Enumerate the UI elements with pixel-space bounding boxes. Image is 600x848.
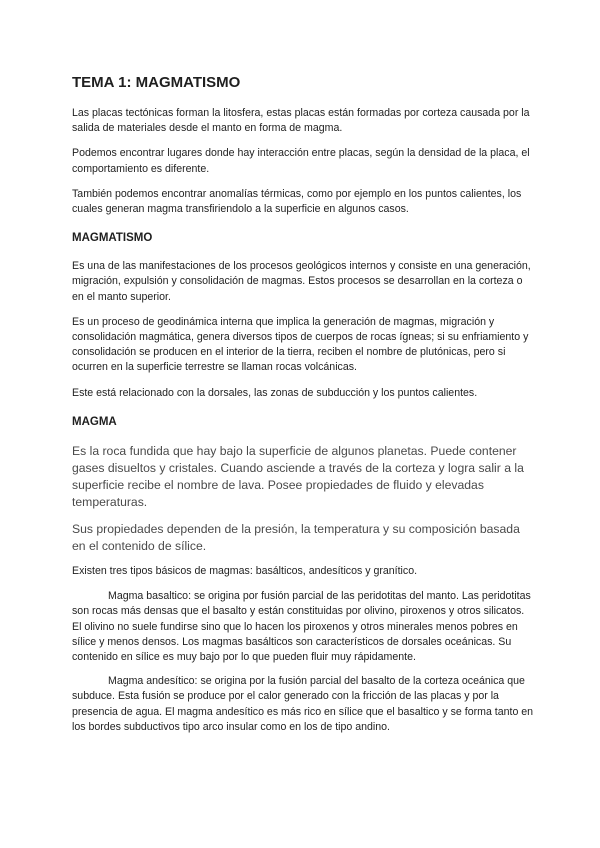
magma-type-andesitico: Magma andesítico: se origina por la fusión parcial del basalto de la corteza oceánica que subduce. Esta fusión se produce por el calor generado con la fricción de las placas y por la presencia de agua. El magma andesítico es más rico en sílice que el basaltico y se forma tanto en los bordes subductivos tipo arco insular como en los de tipo andino.: [72, 675, 534, 733]
magma-paragraph: Es la roca fundida que hay bajo la superficie de algunos planetas. Puede contener gases disueltos y cristales. Cuando asciende a través de la corteza y logra salir a la superficie recibe el nombre de lava. Posee propiedades de fluido y elevadas temperaturas.: [72, 443, 524, 510]
intro-paragraph: También podemos encontrar anomalías térmicas, como por ejemplo en los puntos calientes, los cuales generan magma transfiriendolo a la superficie en algunos casos.: [72, 187, 522, 216]
magma-types-intro: Existen tres tipos básicos de magmas: basálticos, andesíticos y granítico.: [72, 565, 418, 578]
magma-paragraph: Sus propiedades dependen de la presión, la temperatura y su composición basada en el contenido de sílice.: [72, 521, 520, 553]
page-title: TEMA 1: MAGMATISMO: [72, 74, 241, 91]
magmatismo-paragraph: Es una de las manifestaciones de los procesos geológicos internos y consiste en una generación, migración, expulsión y consolidación de magmas. Estos procesos se desarrollan en la corteza o en el manto superior.: [72, 260, 531, 303]
magma-type-basaltico: Magma basaltico: se origina por fusión parcial de las peridotitas del manto. Las peridotitas son rocas más densas que el basalto y están constituidas por olivino, piroxenos y otros silicatos. El olivino no suele fundirse sino que lo hacen los piroxenos y otros minerales menos pobres en sílice y menos densos. Los magmas basálticos son característicos de dorsales oceánicas. Su contenido en sílice es muy bajo por lo que pueden fluir muy rápidamente.: [72, 590, 531, 664]
intro-paragraph: Podemos encontrar lugares donde hay interacción entre placas, según la densidad de la placa, el comportamiento es diferente.: [72, 147, 530, 175]
magmatismo-paragraph: Este está relacionado con la dorsales, las zonas de subducción y los puntos calientes.: [72, 386, 478, 399]
intro-paragraph: Las placas tectónicas forman la litosfera, estas placas están formadas por corteza causada por la salida de materiales desde el manto en forma de magma.: [72, 107, 530, 135]
section-heading-magmatismo: MAGMATISMO: [72, 232, 153, 245]
magmatismo-paragraph: Es un proceso de geodinámica interna que implica la generación de magmas, migración y consolidación magmática, genera diversos tipos de cuerpos de rocas ígneas; si su enfriamiento y consolidación se producen en el interior de la tierra, reciben el nombre de plutónicas, pero si ocurren en la superficie terrestre se llaman rocas volcánicas.: [72, 315, 529, 374]
section-heading-magma: MAGMA: [72, 415, 117, 428]
document-content: [72, 74, 534, 744]
